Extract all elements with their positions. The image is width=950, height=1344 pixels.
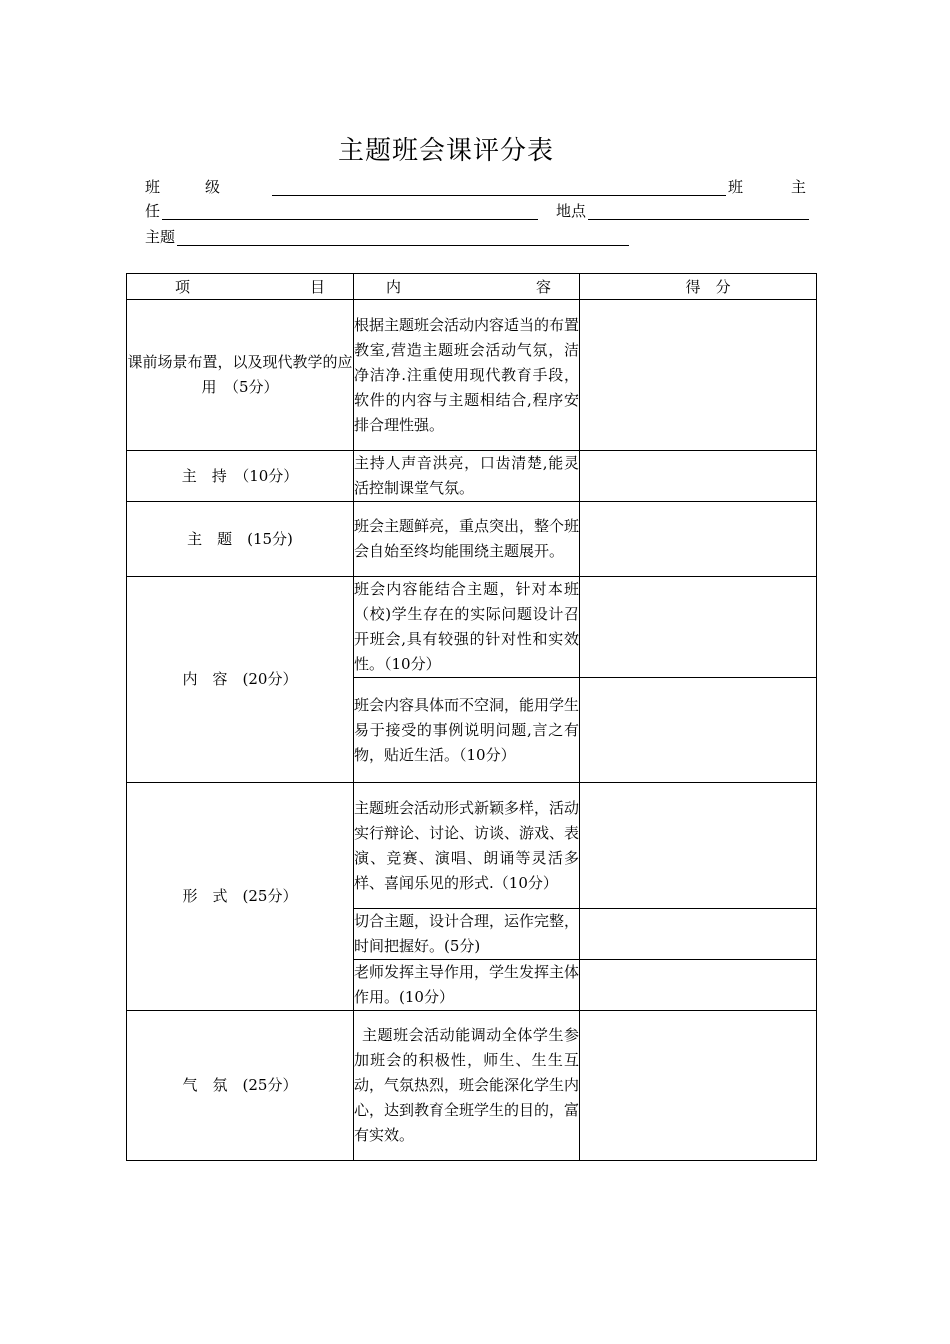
item-cell: 形 式 (25分） [127, 783, 354, 1011]
col-header-content [354, 274, 580, 300]
item-cell: 课前场景布置，以及现代教学的应用 （5分） [127, 300, 354, 451]
content-cell: 老师发挥主导作用，学生发挥主体作用。(10分） [354, 960, 580, 1011]
col-header-content-char1: 内 [386, 277, 402, 296]
page-title: 主题班会课评分表 [337, 136, 554, 166]
location-field[interactable] [588, 219, 809, 220]
content-cell: 主题班会活动形式新颖多样，活动实行辩论、讨论、访谈、游戏、表演、竞赛、演唱、朗诵等灵活多样、喜闻乐见的形式.（10分） [354, 783, 580, 909]
content-cell: 切合主题，设计合理，运作完整，时间把握好。(5分) [354, 909, 580, 960]
score-input-cell[interactable] [580, 451, 817, 502]
table-row [127, 502, 817, 577]
table-row [127, 1011, 817, 1161]
table-header-row [127, 274, 817, 300]
content-cell: 班会主题鲜亮，重点突出，整个班会自始至终均能围绕主题展开。 [354, 502, 580, 577]
teacher-label: 班 主 [728, 178, 806, 196]
content-cell: 班会内容具体而不空洞，能用学生易于接受的事例说明问题,言之有物，贴近生活。（10分） [354, 678, 580, 783]
teacher-label-cont: 任 [145, 202, 161, 220]
topic-label: 主题 [145, 228, 176, 246]
score-input-cell[interactable] [580, 678, 817, 783]
table-row [127, 300, 817, 451]
content-cell: 主持人声音洪亮，口齿清楚,能灵活控制课堂气氛。 [354, 451, 580, 502]
content-cell: 根据主题班会活动内容适当的布置教室,营造主题班会活动气氛，洁净洁净.注重使用现代教育手段，软件的内容与主题相结合,程序安排合理性强。 [354, 300, 580, 451]
table-row [127, 577, 817, 678]
content-cell: 班会内容能结合主题，针对本班（校)学生存在的实际问题设计召开班会,具有较强的针对性和实效性。（10分） [354, 577, 580, 678]
score-input-cell[interactable] [580, 909, 817, 960]
class-label: 班 级 [145, 178, 221, 196]
location-label: 地点 [556, 202, 587, 220]
col-header-item-char1: 项 [175, 277, 191, 296]
score-input-cell[interactable] [580, 960, 817, 1011]
score-input-cell[interactable] [580, 502, 817, 577]
score-input-cell[interactable] [580, 783, 817, 909]
score-table [126, 273, 817, 1161]
item-cell: 内 容 (20分） [127, 577, 354, 783]
table-row [127, 783, 817, 909]
topic-field[interactable] [177, 245, 629, 246]
col-header-content-char2: 容 [535, 277, 551, 296]
col-header-item-char2: 目 [309, 277, 325, 296]
col-header-score-label: 得 分 [685, 277, 731, 296]
teacher-field[interactable] [162, 219, 538, 220]
score-input-cell[interactable] [580, 1011, 817, 1161]
score-input-cell[interactable] [580, 300, 817, 451]
table-row [127, 451, 817, 502]
item-cell: 主 持 （10分） [127, 451, 354, 502]
col-header-score [580, 274, 817, 300]
score-input-cell[interactable] [580, 577, 817, 678]
col-header-item [127, 274, 354, 300]
item-cell: 气 氛 (25分） [127, 1011, 354, 1161]
content-cell: 主题班会活动能调动全体学生参加班会的积极性，师生、生生互动，气氛热烈，班会能深化学生内心，达到教育全班学生的目的，富有实效。 [354, 1011, 580, 1161]
item-cell: 主 题 (15分) [127, 502, 354, 577]
class-field[interactable] [272, 195, 726, 196]
